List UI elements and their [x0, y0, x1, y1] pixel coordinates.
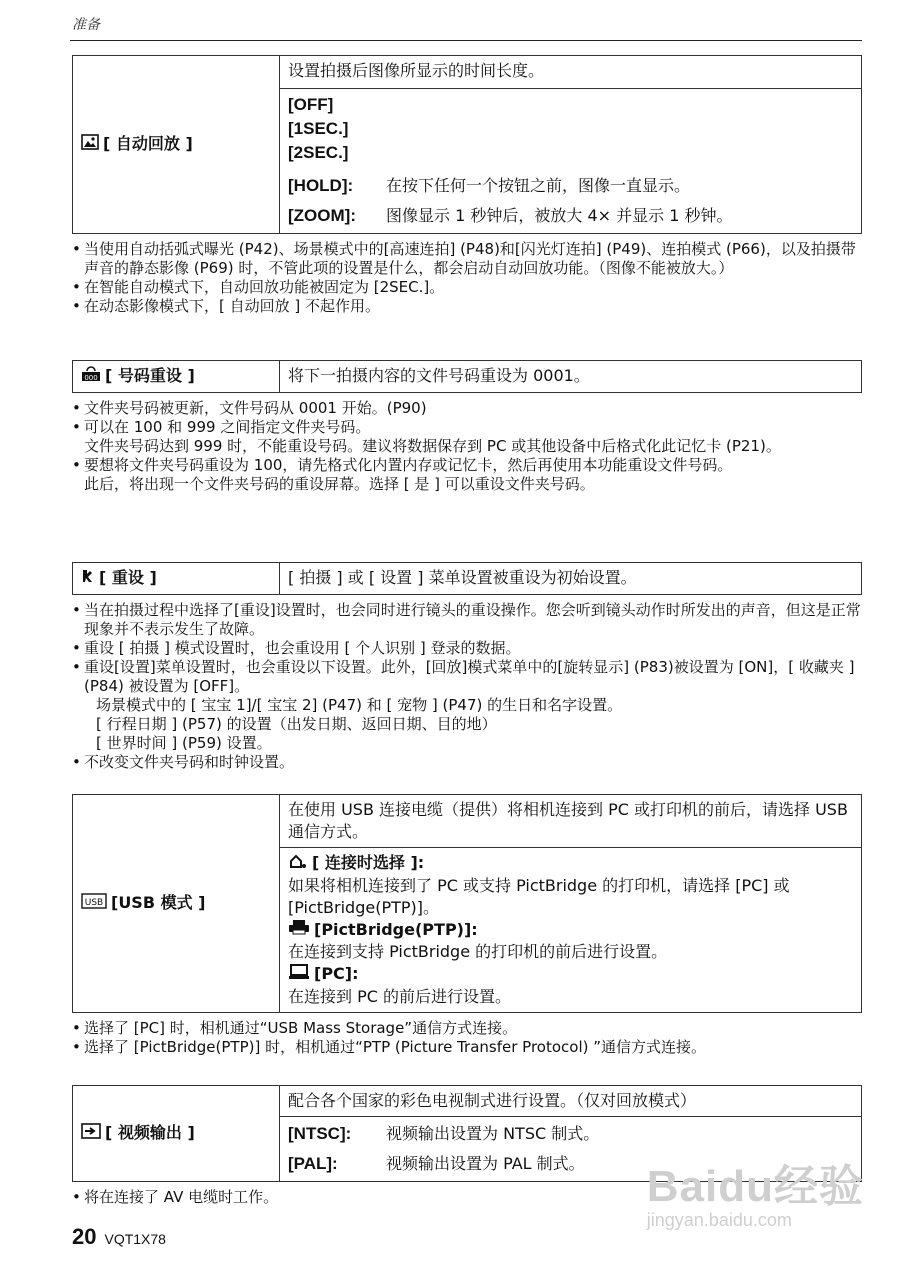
svg-text:000: 000 [84, 373, 98, 382]
option-hold-key: [HOLD]: [288, 176, 354, 195]
option-pal-key: [PAL]: [288, 1154, 338, 1173]
reset-label-cell [73, 563, 280, 595]
watermark [647, 1150, 864, 1231]
note: 此后，将出现一个文件夹号码的重设屏幕。选择 [ 是 ] 可以重设文件夹号码。 [84, 474, 595, 493]
document-code: VQT1X78 [104, 1231, 166, 1247]
page-footer [72, 1224, 166, 1250]
note: • 选择了 [PictBridge(PTP)] 时，相机通过“PTP (Picture Transfer Protocol) ”通信方式连接。 [72, 1038, 862, 1057]
printer-icon [288, 919, 310, 941]
note: • 将在连接了 AV 电缆时工作。 [72, 1188, 862, 1207]
note: • 在智能自动模式下，自动回放功能被固定为 [2SEC.]。 [72, 278, 862, 297]
option-1sec: [1SEC.] [288, 119, 349, 138]
option-ntsc-desc: 视频输出设置为 NTSC 制式。 [386, 1124, 600, 1143]
auto-review-description: 设置拍摄后图像所显示的时间长度。 [280, 56, 862, 89]
usb-label: [USB 模式 ] [111, 893, 206, 912]
option-hold [288, 175, 853, 197]
auto-review-label-cell [73, 56, 280, 234]
usb-description: 在使用 USB 连接电缆（提供）将相机连接到 PC 或打印机的前后，请选择 USB 通信方式。 [280, 795, 862, 848]
header-divider [70, 40, 862, 41]
note: • 当在拍摄过程中选择了[重设]设置时，也会同时进行镜头的重设操作。您会听到镜头动作时所发出的声音，但这是正常现象并不表示发生了故障。 [72, 601, 862, 639]
note: • 重设 [ 拍摄 ] 模式设置时，也会重设用 [ 个人识别 ] 登录的数据。 [72, 639, 862, 658]
video-out-label: [ 视频输出 ] [105, 1123, 195, 1143]
option-zoom-desc: 图像显示 1 秒钟后，被放大 4× 并显示 1 秒钟。 [386, 206, 733, 225]
number-reset-notes [72, 399, 862, 494]
note: • 可以在 100 和 999 之间指定文件夹号码。 [72, 418, 862, 437]
usb-option-select [288, 852, 853, 875]
note: • 不改变文件夹号码和时钟设置。 [72, 753, 862, 772]
note: • 要想将文件夹号码重设为 100，请先格式化内置内存或记忆卡，然后再使用本功能重设文件号码。 [72, 456, 862, 475]
usb-icon [81, 893, 107, 915]
option-ntsc-key: [NTSC]: [288, 1124, 352, 1143]
pc-icon [288, 964, 310, 986]
note: • 当使用自动括弧式曝光 (P42)、场景模式中的[高速连拍] (P48)和[闪光灯连拍] (P49)、连拍模式 (P66)，以及拍摄带声音的静态影像 (P69) 时，不管此项的设置是什么，都会启动自动回放功能。（图像不能被放大。） [72, 240, 862, 278]
usb-select-title: [ 连接时选择 ]: [312, 853, 425, 872]
usb-mode-section [72, 794, 862, 1057]
auto-review-notes [72, 240, 862, 316]
note: • 选择了 [PC] 时，相机通过“USB Mass Storage”通信方式连接。 [72, 1019, 862, 1038]
option-zoom [288, 205, 853, 227]
usb-select-desc: 如果将相机连接到了 PC 或支持 PictBridge 的打印机，请选择 [PC] 或 [PictBridge(PTP)]。 [288, 875, 790, 917]
usb-pc-desc: 在连接到 PC 的前后进行设置。 [288, 986, 511, 1006]
reset-section [72, 562, 862, 772]
note: 场景模式中的 [ 宝宝 1]/[ 宝宝 2] (P47) 和 [ 宠物 ] (P47) 的生日和名字设置。 [96, 695, 623, 714]
usb-options [280, 848, 862, 1013]
page-number: 20 [72, 1224, 97, 1249]
connect-select-icon [288, 853, 308, 875]
option-zoom-key: [ZOOM]: [288, 206, 356, 225]
option-2sec: [2SEC.] [288, 143, 349, 162]
number-reset-label-cell [73, 361, 280, 393]
auto-review-label: [ 自动回放 ] [103, 134, 193, 154]
note: • 重设[设置]菜单设置时，也会重设以下设置。此外，[回放]模式菜单中的[旋转显示] (P83)被设置为 [ON]，[ 收藏夹 ] (P84) 被设置为 [OFF]。 [72, 658, 862, 696]
note: [ 世界时间 ] (P59) 设置。 [96, 733, 272, 752]
watermark-url: jingyan.baidu.com [646, 1210, 792, 1230]
usb-label-cell [73, 795, 280, 1013]
svg-text:USB: USB [84, 897, 104, 908]
note: 文件夹号码达到 999 时，不能重设号码。建议将数据保存到 PC 或其他设备中后格式化此记忆卡 (P21)。 [84, 436, 781, 455]
option-ntsc [288, 1123, 853, 1145]
auto-review-detail-options [280, 169, 862, 234]
usb-notes [72, 1019, 862, 1057]
watermark-brand: Baidu经验 [646, 1162, 864, 1211]
reset-table [72, 562, 862, 595]
option-pal-desc: 视频输出设置为 PAL 制式。 [386, 1154, 585, 1173]
auto-review-table [72, 55, 862, 234]
auto-review-icon [81, 134, 99, 156]
option-off: [OFF] [288, 95, 334, 114]
reset-notes [72, 601, 862, 772]
note: • 在动态影像模式下，[ 自动回放 ] 不起作用。 [72, 297, 862, 316]
video-out-icon [81, 1123, 101, 1145]
note: [ 行程日期 ] (P57) 的设置（出发日期、返回日期、目的地） [96, 714, 497, 733]
section-header: 准备 [72, 17, 100, 33]
usb-option-ptp [288, 919, 853, 942]
usb-pc-title: [PC]: [314, 964, 359, 983]
video-out-label-cell [73, 1086, 280, 1182]
reset-description: [ 拍摄 ] 或 [ 设置 ] 菜单设置被重设为初始设置。 [280, 563, 862, 595]
reset-icon [81, 568, 95, 590]
number-reset-section [72, 360, 862, 494]
usb-ptp-title: [PictBridge(PTP)]: [314, 919, 478, 939]
note: • 文件夹号码被更新，文件号码从 0001 开始。(P90) [72, 399, 862, 418]
reset-label: [ 重设 ] [99, 568, 157, 587]
number-reset-label: [ 号码重设 ] [105, 366, 195, 385]
number-reset-description: 将下一拍摄内容的文件号码重设为 0001。 [280, 361, 862, 393]
usb-ptp-desc: 在连接到支持 PictBridge 的打印机的前后进行设置。 [288, 942, 668, 961]
number-reset-icon [81, 366, 101, 388]
usb-mode-table [72, 794, 862, 1013]
usb-option-pc [288, 963, 853, 986]
option-hold-desc: 在按下任何一个按钮之前，图像一直显示。 [386, 176, 691, 195]
auto-review-simple-options [280, 89, 862, 170]
video-out-description: 配合各个国家的彩色电视制式进行设置。（仅对回放模式） [280, 1086, 862, 1117]
auto-review-section [72, 55, 862, 316]
number-reset-table [72, 360, 862, 393]
